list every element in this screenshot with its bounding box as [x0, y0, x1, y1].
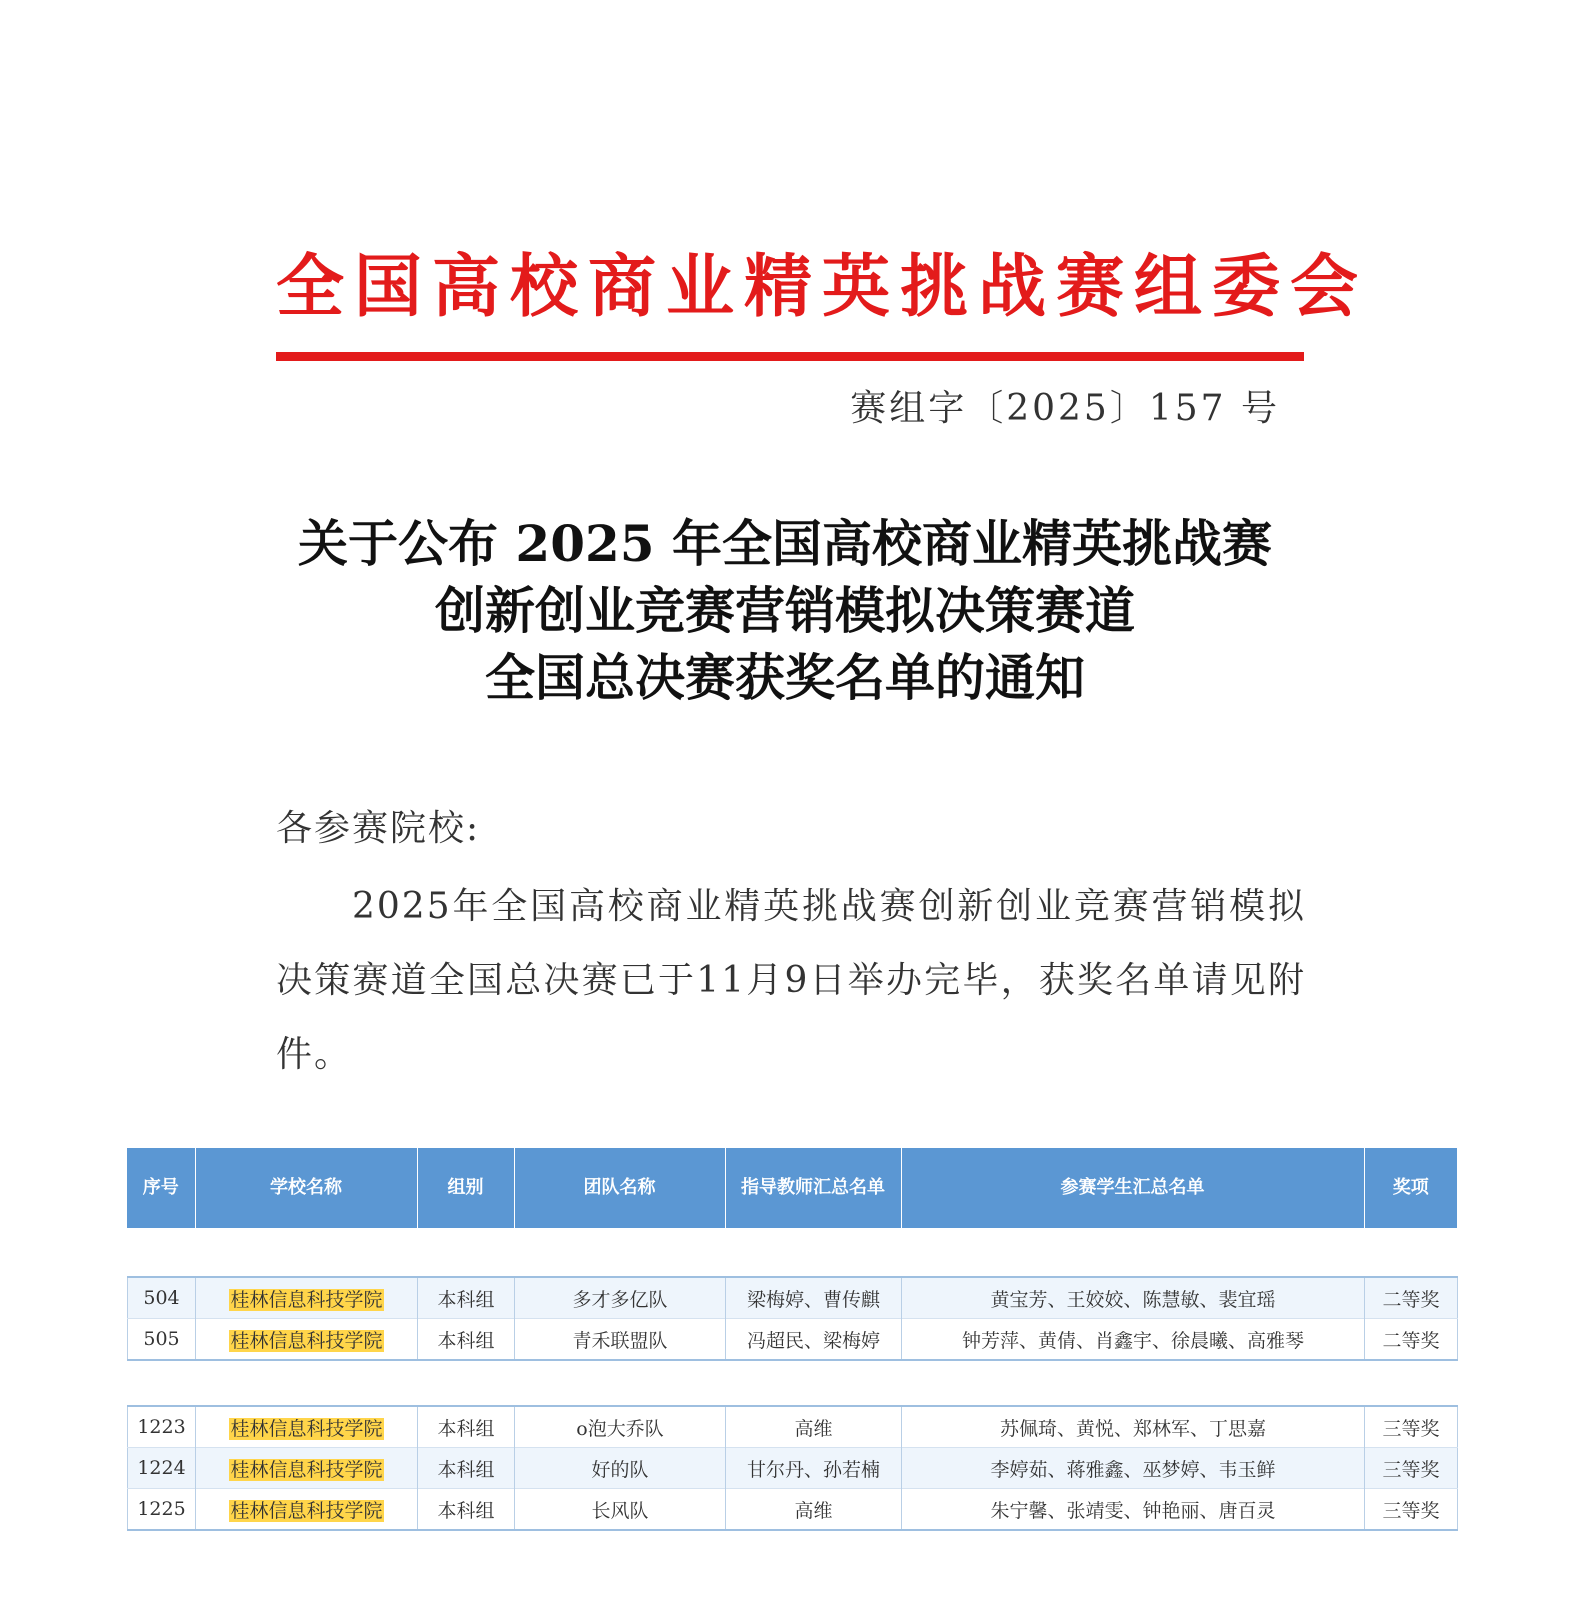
table-row: [128, 1448, 1458, 1489]
salutation: 各参赛院校:: [276, 808, 481, 849]
letterhead-title: 全国高校商业精英挑战赛组委会: [276, 248, 1369, 327]
title-line-3: 全国总决赛获奖名单的通知: [485, 648, 1085, 707]
cell-index: 1224: [128, 1448, 196, 1489]
cell-index: 1223: [128, 1406, 196, 1448]
table-row: [128, 1406, 1458, 1448]
cell-award: 三等奖: [1365, 1489, 1458, 1531]
cell-school: [196, 1277, 418, 1319]
cell-team: 青禾联盟队: [515, 1319, 726, 1361]
cell-school: [196, 1319, 418, 1361]
cell-group: 本科组: [418, 1277, 515, 1319]
cell-award: 三等奖: [1365, 1406, 1458, 1448]
document-number: 赛组字〔2025〕157 号: [850, 388, 1280, 429]
school-highlight: 桂林信息科技学院: [230, 1329, 383, 1352]
cell-group: 本科组: [418, 1319, 515, 1361]
notice-title: [180, 510, 1390, 711]
cell-award: 三等奖: [1365, 1448, 1458, 1489]
title-line-1: 关于公布 2025 年全国高校商业精英挑战赛: [298, 514, 1272, 573]
cell-team: 长风队: [515, 1489, 726, 1531]
cell-index: 504: [128, 1277, 196, 1319]
cell-teachers: 梁梅婷、曹传麒: [726, 1277, 902, 1319]
header-team: 团队名称: [514, 1148, 725, 1228]
cell-school: [196, 1448, 418, 1489]
cell-students: 李婷茹、蒋雅鑫、巫梦婷、韦玉鲜: [902, 1448, 1365, 1489]
cell-index: 1225: [128, 1489, 196, 1531]
school-highlight: 桂林信息科技学院: [230, 1499, 383, 1522]
cell-students: 钟芳萍、黄倩、肖鑫宇、徐晨曦、高雅琴: [902, 1319, 1365, 1361]
header-students: 参赛学生汇总名单: [901, 1148, 1364, 1228]
cell-team: 好的队: [515, 1448, 726, 1489]
table-row: [128, 1319, 1458, 1361]
school-highlight: 桂林信息科技学院: [230, 1288, 383, 1311]
header-school: 学校名称: [195, 1148, 417, 1228]
award-table-group-1: [127, 1276, 1457, 1361]
header-group: 组别: [417, 1148, 514, 1228]
cell-students: 苏佩琦、黄悦、郑林军、丁思嘉: [902, 1406, 1365, 1448]
cell-index: 505: [128, 1319, 196, 1361]
cell-teachers: 高维: [726, 1489, 902, 1531]
cell-group: 本科组: [418, 1448, 515, 1489]
cell-team: o泡大乔队: [515, 1406, 726, 1448]
red-divider: [276, 352, 1304, 361]
cell-teachers: 甘尔丹、孙若楠: [726, 1448, 902, 1489]
table-row: [128, 1277, 1458, 1319]
cell-school: [196, 1489, 418, 1531]
cell-award: 二等奖: [1365, 1277, 1458, 1319]
cell-group: 本科组: [418, 1406, 515, 1448]
header-teachers: 指导教师汇总名单: [725, 1148, 901, 1228]
cell-teachers: 高维: [726, 1406, 902, 1448]
cell-award: 二等奖: [1365, 1319, 1458, 1361]
school-highlight: 桂林信息科技学院: [230, 1458, 383, 1481]
title-line-2: 创新创业竞赛营销模拟决策赛道: [435, 581, 1135, 640]
award-table-header: [127, 1148, 1457, 1228]
body-paragraph: 2025年全国高校商业精英挑战赛创新创业竞赛营销模拟决策赛道全国总决赛已于11月9日举办完毕，获奖名单请见附件。: [276, 886, 1306, 1075]
school-highlight: 桂林信息科技学院: [230, 1417, 383, 1440]
cell-team: 多才多亿队: [515, 1277, 726, 1319]
table-row: [128, 1489, 1458, 1531]
cell-students: 黄宝芳、王姣姣、陈慧敏、裴宜瑶: [902, 1277, 1365, 1319]
cell-group: 本科组: [418, 1489, 515, 1531]
cell-teachers: 冯超民、梁梅婷: [726, 1319, 902, 1361]
header-award: 奖项: [1364, 1148, 1457, 1228]
header-index: 序号: [127, 1148, 195, 1228]
cell-school: [196, 1406, 418, 1448]
cell-students: 朱宁馨、张靖雯、钟艳丽、唐百灵: [902, 1489, 1365, 1531]
award-table-group-2: [127, 1405, 1457, 1531]
